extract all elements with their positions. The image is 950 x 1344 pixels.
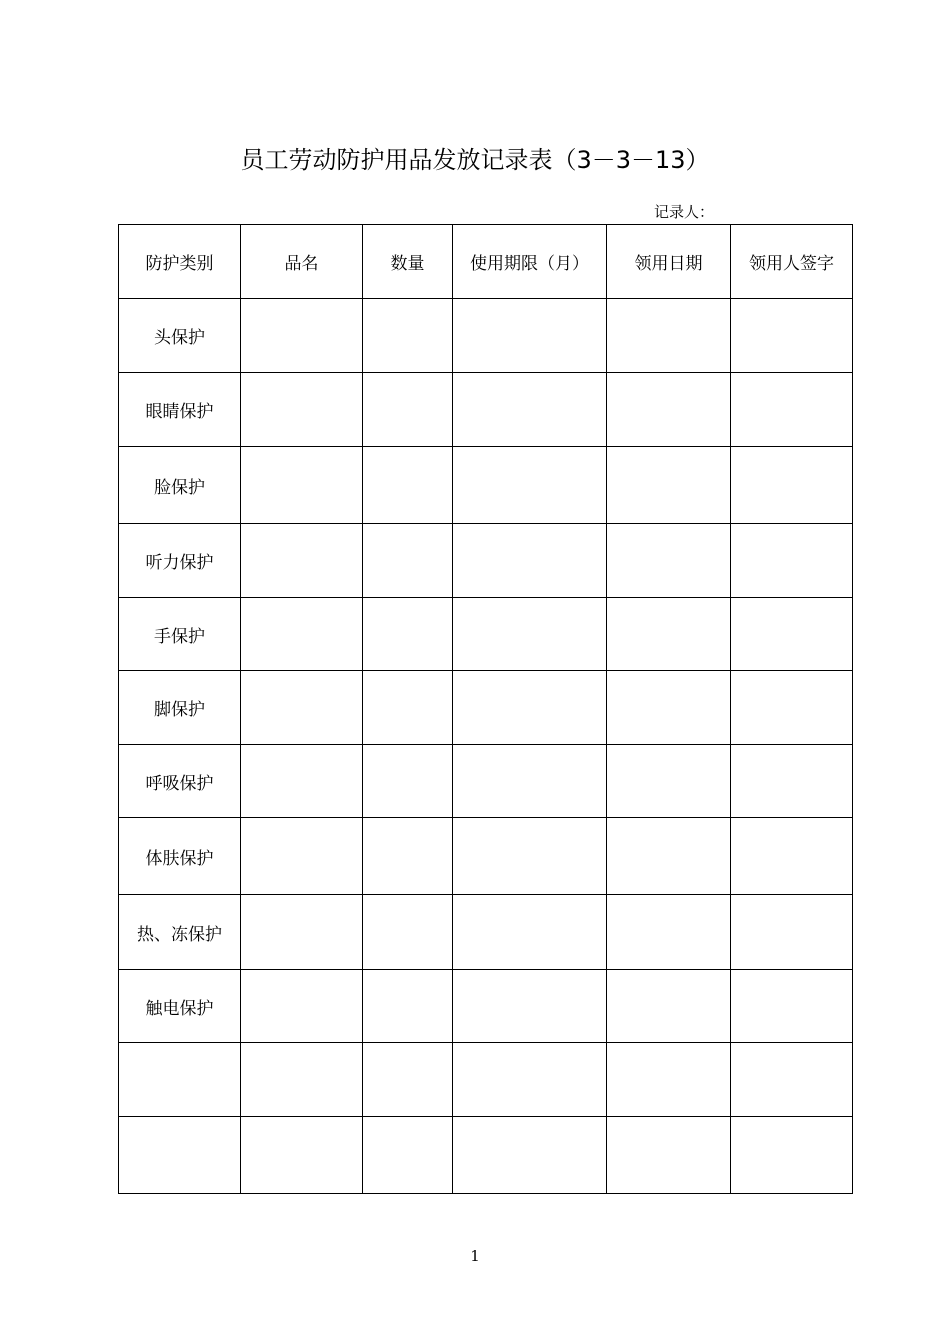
cell-usage-period <box>453 373 607 447</box>
cell-recipient-signature <box>731 970 853 1043</box>
cell-receive-date <box>607 299 731 373</box>
cell-recipient-signature <box>731 299 853 373</box>
cell-category: 体肤保护 <box>119 818 241 895</box>
cell-category: 呼吸保护 <box>119 745 241 818</box>
page-title: 员工劳动防护用品发放记录表（3－3－13） <box>240 146 710 174</box>
cell-usage-period <box>453 524 607 598</box>
cell-quantity <box>363 671 453 745</box>
cell-category: 眼睛保护 <box>119 373 241 447</box>
cell-item-name <box>241 598 363 671</box>
cell-recipient-signature <box>731 671 853 745</box>
cell-recipient-signature <box>731 373 853 447</box>
cell-receive-date <box>607 598 731 671</box>
cell-quantity <box>363 447 453 524</box>
cell-category <box>119 1043 241 1117</box>
header-quantity: 数量 <box>363 225 453 299</box>
cell-category: 头保护 <box>119 299 241 373</box>
header-category: 防护类别 <box>119 225 241 299</box>
cell-quantity <box>363 373 453 447</box>
table-header-row <box>119 225 853 299</box>
table-row <box>119 373 853 447</box>
cell-item-name <box>241 818 363 895</box>
table-row <box>119 818 853 895</box>
table-row <box>119 524 853 598</box>
table-row <box>119 895 853 970</box>
cell-category: 听力保护 <box>119 524 241 598</box>
cell-item-name <box>241 524 363 598</box>
cell-category: 热、冻保护 <box>119 895 241 970</box>
cell-recipient-signature <box>731 598 853 671</box>
cell-item-name <box>241 373 363 447</box>
cell-item-name <box>241 447 363 524</box>
cell-item-name <box>241 299 363 373</box>
cell-usage-period <box>453 1117 607 1194</box>
cell-usage-period <box>453 818 607 895</box>
cell-receive-date <box>607 524 731 598</box>
header-usage-period: 使用期限（月） <box>453 225 607 299</box>
cell-quantity <box>363 299 453 373</box>
cell-receive-date <box>607 818 731 895</box>
cell-quantity <box>363 818 453 895</box>
table-row <box>119 598 853 671</box>
table-row <box>119 299 853 373</box>
cell-quantity <box>363 895 453 970</box>
cell-usage-period <box>453 1043 607 1117</box>
cell-recipient-signature <box>731 1117 853 1194</box>
cell-receive-date <box>607 745 731 818</box>
cell-usage-period <box>453 299 607 373</box>
cell-receive-date <box>607 447 731 524</box>
cell-usage-period <box>453 447 607 524</box>
page-number: 1 <box>470 1247 480 1265</box>
cell-receive-date <box>607 373 731 447</box>
cell-receive-date <box>607 970 731 1043</box>
table-row <box>119 447 853 524</box>
cell-category: 手保护 <box>119 598 241 671</box>
cell-recipient-signature <box>731 1043 853 1117</box>
cell-category <box>119 1117 241 1194</box>
cell-quantity <box>363 970 453 1043</box>
table-row <box>119 970 853 1043</box>
cell-item-name <box>241 1043 363 1117</box>
cell-receive-date <box>607 1043 731 1117</box>
cell-recipient-signature <box>731 818 853 895</box>
recorder-label: 记录人： <box>654 203 715 221</box>
cell-receive-date <box>607 671 731 745</box>
cell-receive-date <box>607 895 731 970</box>
cell-quantity <box>363 1117 453 1194</box>
cell-recipient-signature <box>731 524 853 598</box>
table-row <box>119 671 853 745</box>
record-table <box>118 224 853 1194</box>
cell-recipient-signature <box>731 895 853 970</box>
header-receive-date: 领用日期 <box>607 225 731 299</box>
cell-usage-period <box>453 671 607 745</box>
cell-category: 触电保护 <box>119 970 241 1043</box>
cell-item-name <box>241 671 363 745</box>
table-row <box>119 1043 853 1117</box>
cell-usage-period <box>453 970 607 1043</box>
cell-quantity <box>363 1043 453 1117</box>
cell-item-name <box>241 970 363 1043</box>
cell-receive-date <box>607 1117 731 1194</box>
cell-recipient-signature <box>731 745 853 818</box>
cell-quantity <box>363 524 453 598</box>
cell-quantity <box>363 745 453 818</box>
cell-item-name <box>241 1117 363 1194</box>
cell-item-name <box>241 745 363 818</box>
cell-item-name <box>241 895 363 970</box>
table-row <box>119 1117 853 1194</box>
cell-usage-period <box>453 745 607 818</box>
table-row <box>119 745 853 818</box>
cell-category: 脸保护 <box>119 447 241 524</box>
cell-usage-period <box>453 895 607 970</box>
cell-usage-period <box>453 598 607 671</box>
header-recipient-signature: 领用人签字 <box>731 225 853 299</box>
header-item-name: 品名 <box>241 225 363 299</box>
cell-quantity <box>363 598 453 671</box>
cell-category: 脚保护 <box>119 671 241 745</box>
cell-recipient-signature <box>731 447 853 524</box>
